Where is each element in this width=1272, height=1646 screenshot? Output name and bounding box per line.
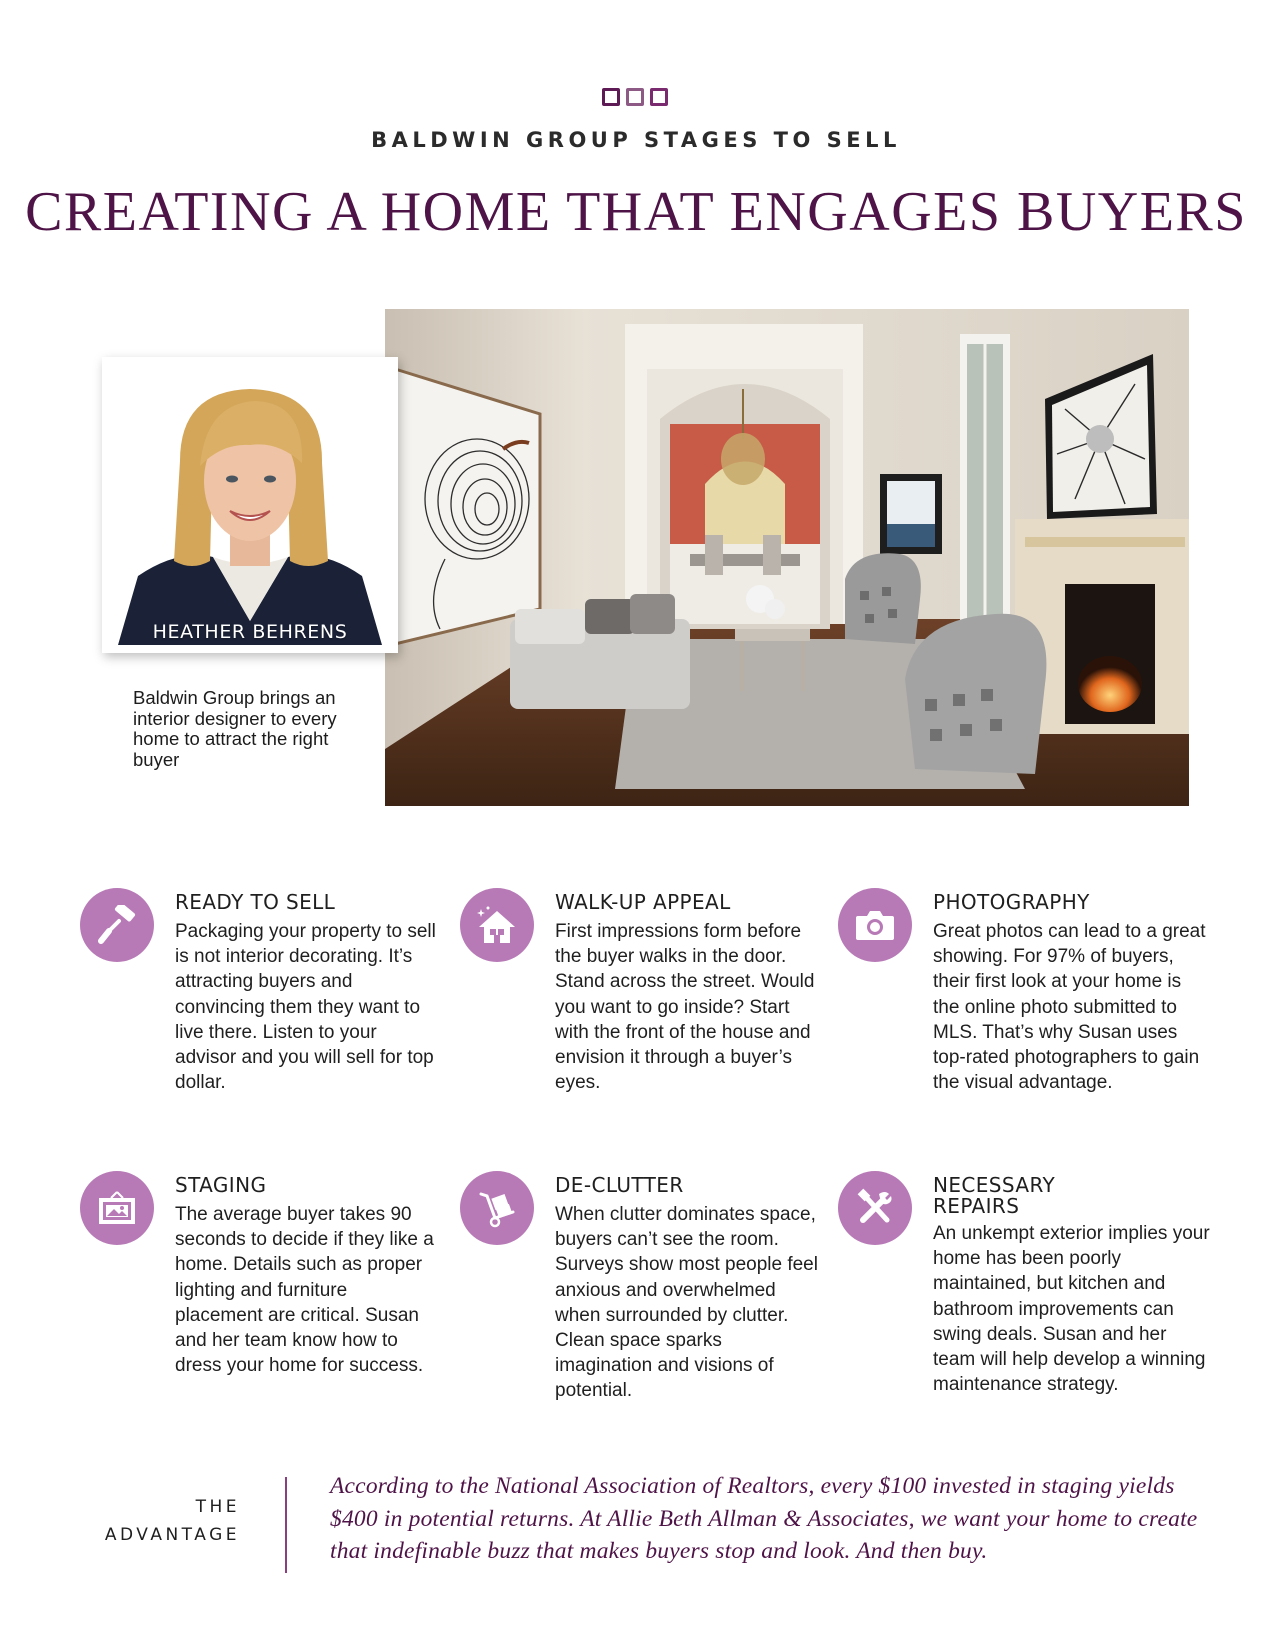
feature-body: Packaging your property to sell is not interior decorating. It’s attracting buyers and convincing them they want to live there. Listen to your advisor and you will sell for top dollar. (175, 921, 436, 1094)
feature-body: The average buyer takes 90 seconds to decide if they like a home. Details such as proper lighting and furniture placement are critical. Susan and her team know how to dress your home for success. (175, 1204, 434, 1377)
advantage-quote: According to the National Association of Realtors, every $100 invested in staging yields $400 in potential returns. At Allie Beth Allman & Associates, we want your home to create that indefinable buzz that makes buyers stop and look. And then buy. (330, 1473, 1198, 1564)
feature-title: DE-CLUTTER (555, 1173, 684, 1197)
paint-roller-icon (80, 888, 154, 962)
feature-body: An unkempt exterior implies your home has been poorly maintained, but kitchen and bathroom improvements can swing deals. Susan and her team will help develop a winning maintenance strategy. (933, 1223, 1210, 1396)
advantage-label-line: ADVANTAGE (104, 1525, 240, 1545)
feature-title: NECESSARY REPAIRS (933, 1173, 1056, 1218)
logo-square (602, 88, 620, 106)
agent-photo (118, 371, 382, 645)
advantage-divider (285, 1477, 287, 1573)
framed-picture-icon (80, 1171, 154, 1245)
agent-portrait-card (102, 357, 398, 653)
agent-name: HEATHER BEHRENS (152, 621, 348, 643)
feature-title: READY TO SELL (175, 890, 336, 914)
tools-icon (838, 1171, 912, 1245)
feature-body: Great photos can lead to a great showing. For 97% of buyers, their first look at your home is the online photo submitted to MLS. That’s why Susan uses top-rated photographers to gain the visual advantage. (933, 921, 1206, 1094)
advantage-label (96, 1493, 240, 1549)
house-sparkle-icon (460, 888, 534, 962)
brand-logo (602, 88, 668, 106)
hand-truck-icon (460, 1171, 534, 1245)
camera-icon (838, 888, 912, 962)
logo-square (626, 88, 644, 106)
page-headline: CREATING A HOME THAT ENGAGES BUYERS (25, 181, 1247, 243)
hero-living-room-photo (385, 309, 1189, 806)
feature-body: When clutter dominates space, buyers can’t see the room. Surveys show most people feel anxious and overwhelmed when surrounded by clutter. Clean space sparks imagination and visions of potential. (555, 1204, 818, 1402)
advantage-label-line: THE (195, 1497, 240, 1517)
feature-title: STAGING (175, 1173, 267, 1197)
logo-square (650, 88, 668, 106)
feature-title: PHOTOGRAPHY (933, 890, 1090, 914)
portrait-caption: Baldwin Group brings an interior designer to every home to attract the right buyer (133, 687, 337, 770)
feature-body: First impressions form before the buyer walks in the door. Stand across the street. Would you want to go inside? Start with the front of the house and envision it through a buyer’s eyes. (555, 921, 815, 1094)
eyebrow-title: BALDWIN GROUP STAGES TO SELL (371, 128, 901, 152)
feature-title: WALK-UP APPEAL (555, 890, 731, 914)
